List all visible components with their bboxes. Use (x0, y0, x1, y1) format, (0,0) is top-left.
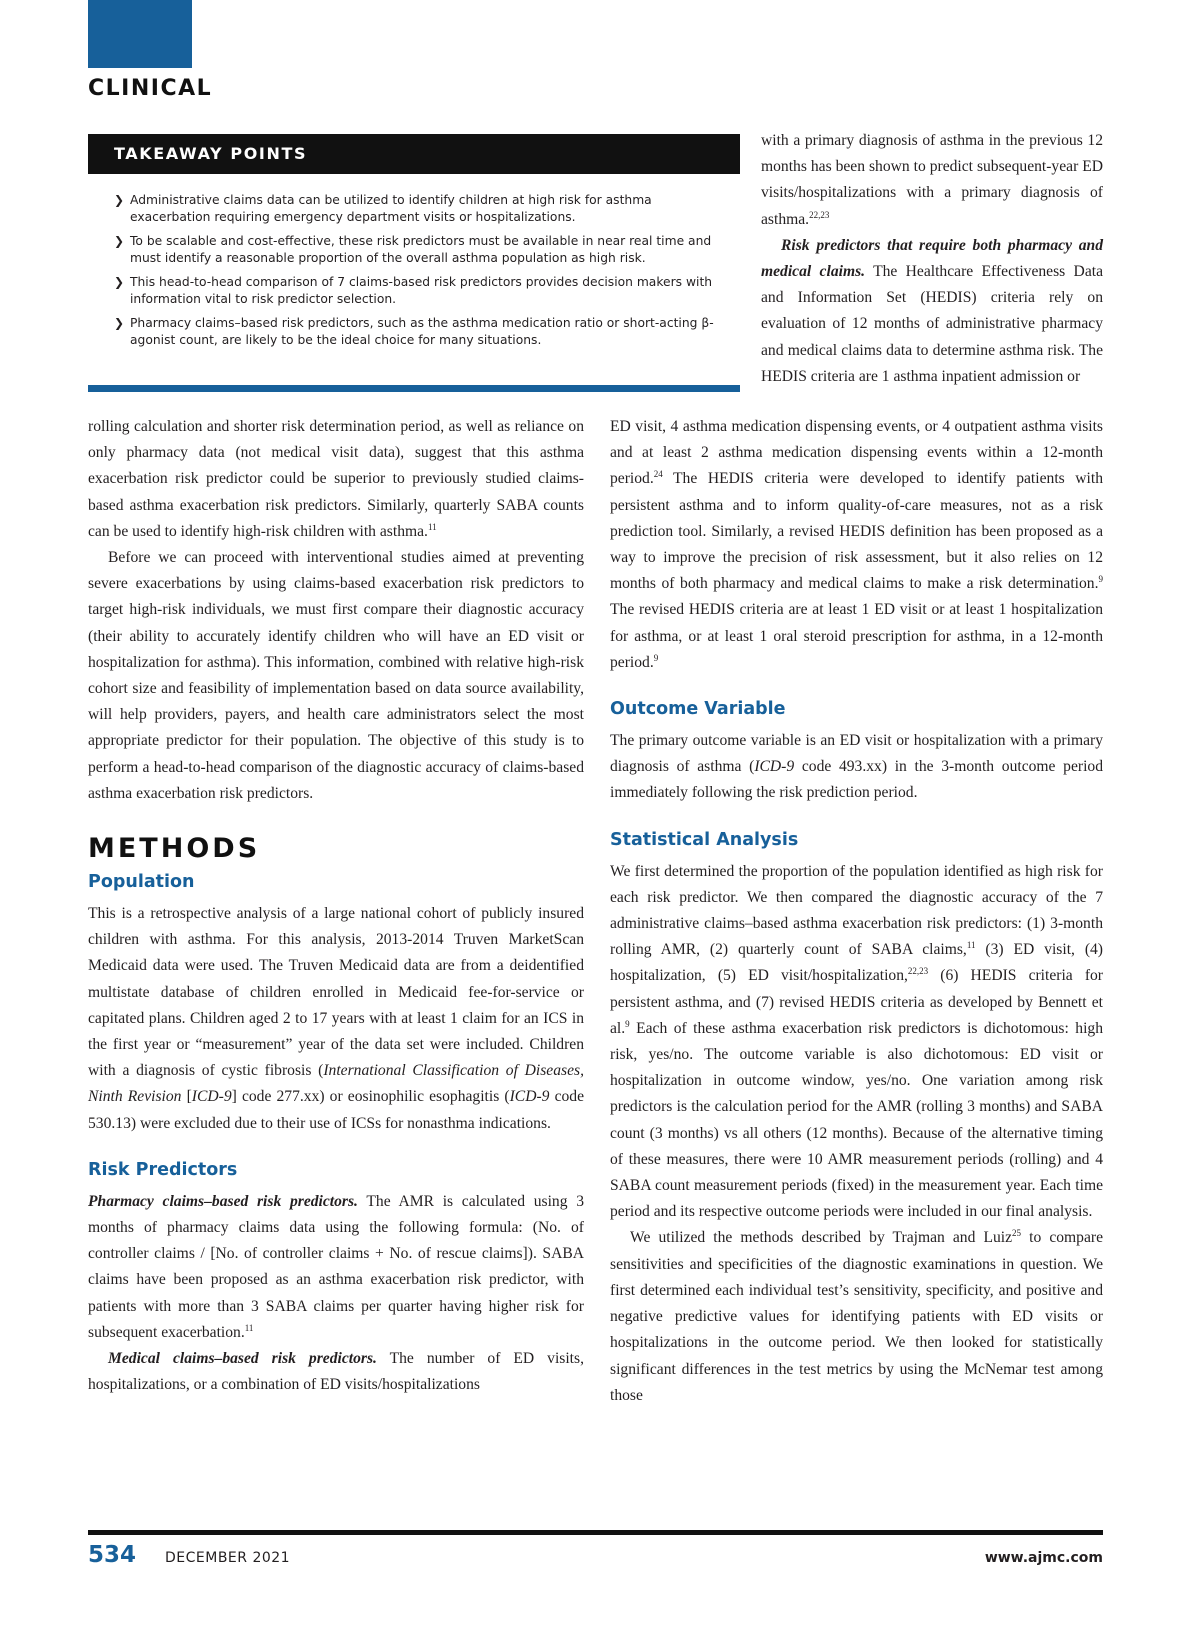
takeaway-title: TAKEAWAY POINTS (88, 134, 740, 174)
paragraph: with a primary diagnosis of asthma in the previous 12 months has been shown to predict subsequent-year ED visits/hospitalizations with a primary diagnosis of asthma.$^{22,23}$ (761, 132, 1103, 228)
paragraph: Pharmacy claims–based risk predictors. The AMR is calculated using 3 months of pharmacy claims data using the following formula: (No. of controller claims / [No. of controller claims + No. of rescue claims]). SABA claims have been proposed as an asthma exacerbation risk predictor, with patients with more than 3 SABA claims per quarter having higher risk for subsequent exacerbation.$^{11}$ (88, 1192, 584, 1341)
right-column-top (761, 128, 1103, 390)
outcome-variable-heading: Outcome Variable (610, 699, 786, 720)
takeaway-item: ❯ To be scalable and cost-effective, these risk predictors must be available in near real time and must identify a reasonable proportion of the overall asthma population as high risk. (114, 234, 712, 265)
takeaway-box (88, 134, 740, 392)
right-column (610, 414, 1103, 1409)
citation: 22,23 (809, 209, 830, 220)
takeaway-rule (88, 385, 740, 392)
population-heading: Population (88, 872, 195, 893)
chevron-right-icon: ❯ (114, 193, 125, 207)
statistical-analysis-heading: Statistical Analysis (610, 829, 799, 850)
risk-predictors-heading: Risk Predictors (88, 1159, 238, 1180)
takeaway-item: ❯ This head-to-head comparison of 7 claims-based risk predictors provides decision makers with information vital to risk predictor selection. (114, 275, 713, 306)
journal-url[interactable]: www.ajmc.com (984, 1550, 1103, 1566)
footer-rule (88, 1530, 1103, 1535)
section-label: CLINICAL (88, 76, 213, 101)
paragraph: ED visit, 4 asthma medication dispensing events, or 4 outpatient asthma visits and at least 2 asthma medication dispensing events within a 12-month period.$^{24}$ The HEDIS criteria were developed to identify patients with persistent asthma and to inform quality-of-care measures, not as a risk prediction tool. Similarly, a revised HEDIS definition has been proposed as a way to improve the precision of risk assessment, but it also relies on 12 months of both pharmacy and medical claims to make a risk determination.$^9$ The revised HEDIS criteria are at least 1 ED visit or at least 1 hospitalization for asthma, or at least 1 oral steroid prescription for asthma, in a 12-month period.$^9$ (610, 418, 1103, 671)
citation: 11 (427, 521, 437, 532)
citation: 9 (625, 1018, 630, 1029)
run-in-heading: Risk predictors that require both pharmacy and medical claims. (761, 236, 1103, 281)
chevron-right-icon: ❯ (114, 275, 125, 289)
paragraph: The primary outcome variable is an ED visit or hospitalization with a primary diagnosis of asthma (ICD-9 code 493.xx) in the 3-month outcome period immediately following the risk prediction period. (610, 732, 1103, 802)
paragraph: rolling calculation and shorter risk determination period, as well as reliance on only pharmacy data (not medical visit data), suggest that this asthma exacerbation risk predictor could be superior to previously studied claims-based asthma exacerbation risk predictors. Similarly, quarterly SABA counts can be used to identify high-risk children with asthma.$^{11}$ (88, 418, 584, 540)
citation: 25 (1012, 1228, 1022, 1239)
section-color-tab (88, 0, 192, 68)
paragraph: Risk predictors that require both pharmacy and medical claims. The Healthcare Effectiveness Data and Information Set (HEDIS) criteria rely on evaluation of 12 months of administrative pharmacy and medical claims data to determine asthma risk. The HEDIS criteria are 1 asthma inpatient admission or (761, 236, 1103, 385)
left-column (88, 414, 584, 1399)
run-in-heading: Pharmacy claims–based risk predictors. (88, 1192, 358, 1210)
citation: 22,23 (907, 966, 929, 977)
citation: 9 (1098, 574, 1103, 585)
takeaway-list (88, 192, 740, 349)
paragraph: Before we can proceed with interventional studies aimed at preventing severe exacerbations by using claims-based exacerbation risk predictors to target high-risk individuals, we must first compare their diagnostic accuracy (their ability to accurately identify children who will have an ED visit or hospitalization for asthma). This information, combined with relative high-risk cohort size and feasibility of implementation based on data source availability, will help providers, payers, and health care administrators select the most appropriate predictor for their population. The objective of this study is to perform a head-to-head comparison of the diagnostic accuracy of claims-based asthma exacerbation risk predictors. (88, 549, 584, 802)
paragraph: Medical claims–based risk predictors. The number of ED visits, hospitalizations, or a combination of ED visits/hospitalizations (88, 1350, 584, 1394)
issue-date: DECEMBER 2021 (165, 1550, 291, 1566)
takeaway-item: ❯ Pharmacy claims–based risk predictors, such as the asthma medication ratio or short-acting β-agonist count, are likely to be the ideal choice for many situations. (114, 316, 714, 347)
chevron-right-icon: ❯ (114, 234, 125, 248)
citation: 9 (653, 652, 659, 663)
paragraph: We first determined the proportion of the population identified as high risk for each risk predictor. We then compared the diagnostic accuracy of the 7 administrative claims–based asthma exacerbation risk predictors: (1) 3-month rolling AMR, (2) quarterly count of SABA claims,$^{11}$ (3) ED visit, (4) hospitalization, (5) ED visit/hospitalization,$^{22,23}$ (6) HEDIS criteria for persistent asthma, and (7) revised HEDIS criteria as developed by Bennett et al.$^9$ Each of these asthma exacerbation risk predictors is dichotomous: high risk, yes/no. The outcome variable is also dichotomous: ED visit or hospitalization in outcome window, yes/no. One variation among risk predictors is the calculation period for the AMR (rolling 3 months) and SABA count (3 months) vs all others (12 months). Because of the alternative timing of these measures, there were 10 AMR measurement periods (rolling) and 4 SABA count measurement periods (fixed) in the measurement year. Each time period and its respective outcome periods were included in our final analysis. (610, 862, 1103, 1221)
chevron-right-icon: ❯ (114, 316, 125, 330)
takeaway-item: ❯ Administrative claims data can be utilized to identify children at high risk for asthma exacerbation requiring emergency department visits or hospitalizations. (114, 193, 652, 224)
paragraph: This is a retrospective analysis of a large national cohort of publicly insured children with asthma. For this analysis, 2013-2014 Truven MarketScan Medicaid data were used. The Truven Medicaid data are from a deidentified multistate database of children enrolled in Medicaid fee-for-service or capitated plans. Children aged 2 to 17 years with at least 1 claim for an ICS in the first year or “measurement” year of the data set were included. Children with a diagnosis of cystic fibrosis (International Classification of Diseases, Ninth Revision [ICD-9] code 277.xx) or eosinophilic esophagitis (ICD-9 code 530.13) were excluded due to their use of ICSs for nonasthma indications. (88, 905, 584, 1132)
paragraph: We utilized the methods described by Trajman and Luiz$^{25}$ to compare sensitivities and specificities of the diagnostic examinations in question. We first determined each individual test’s sensitivity, specificity, and positive and negative predictive values for identifying patients with ED visits or hospitalizations in the outcome period. We then looked for statistically significant differences in the test metrics by using the McNemar test among those (610, 1228, 1103, 1404)
methods-heading: METHODS (88, 833, 261, 865)
citation: 11 (244, 1322, 254, 1333)
citation: 11 (966, 940, 976, 951)
citation: 24 (653, 469, 663, 480)
page-number: 534 (88, 1542, 137, 1568)
run-in-heading: Medical claims–based risk predictors. (108, 1350, 377, 1368)
